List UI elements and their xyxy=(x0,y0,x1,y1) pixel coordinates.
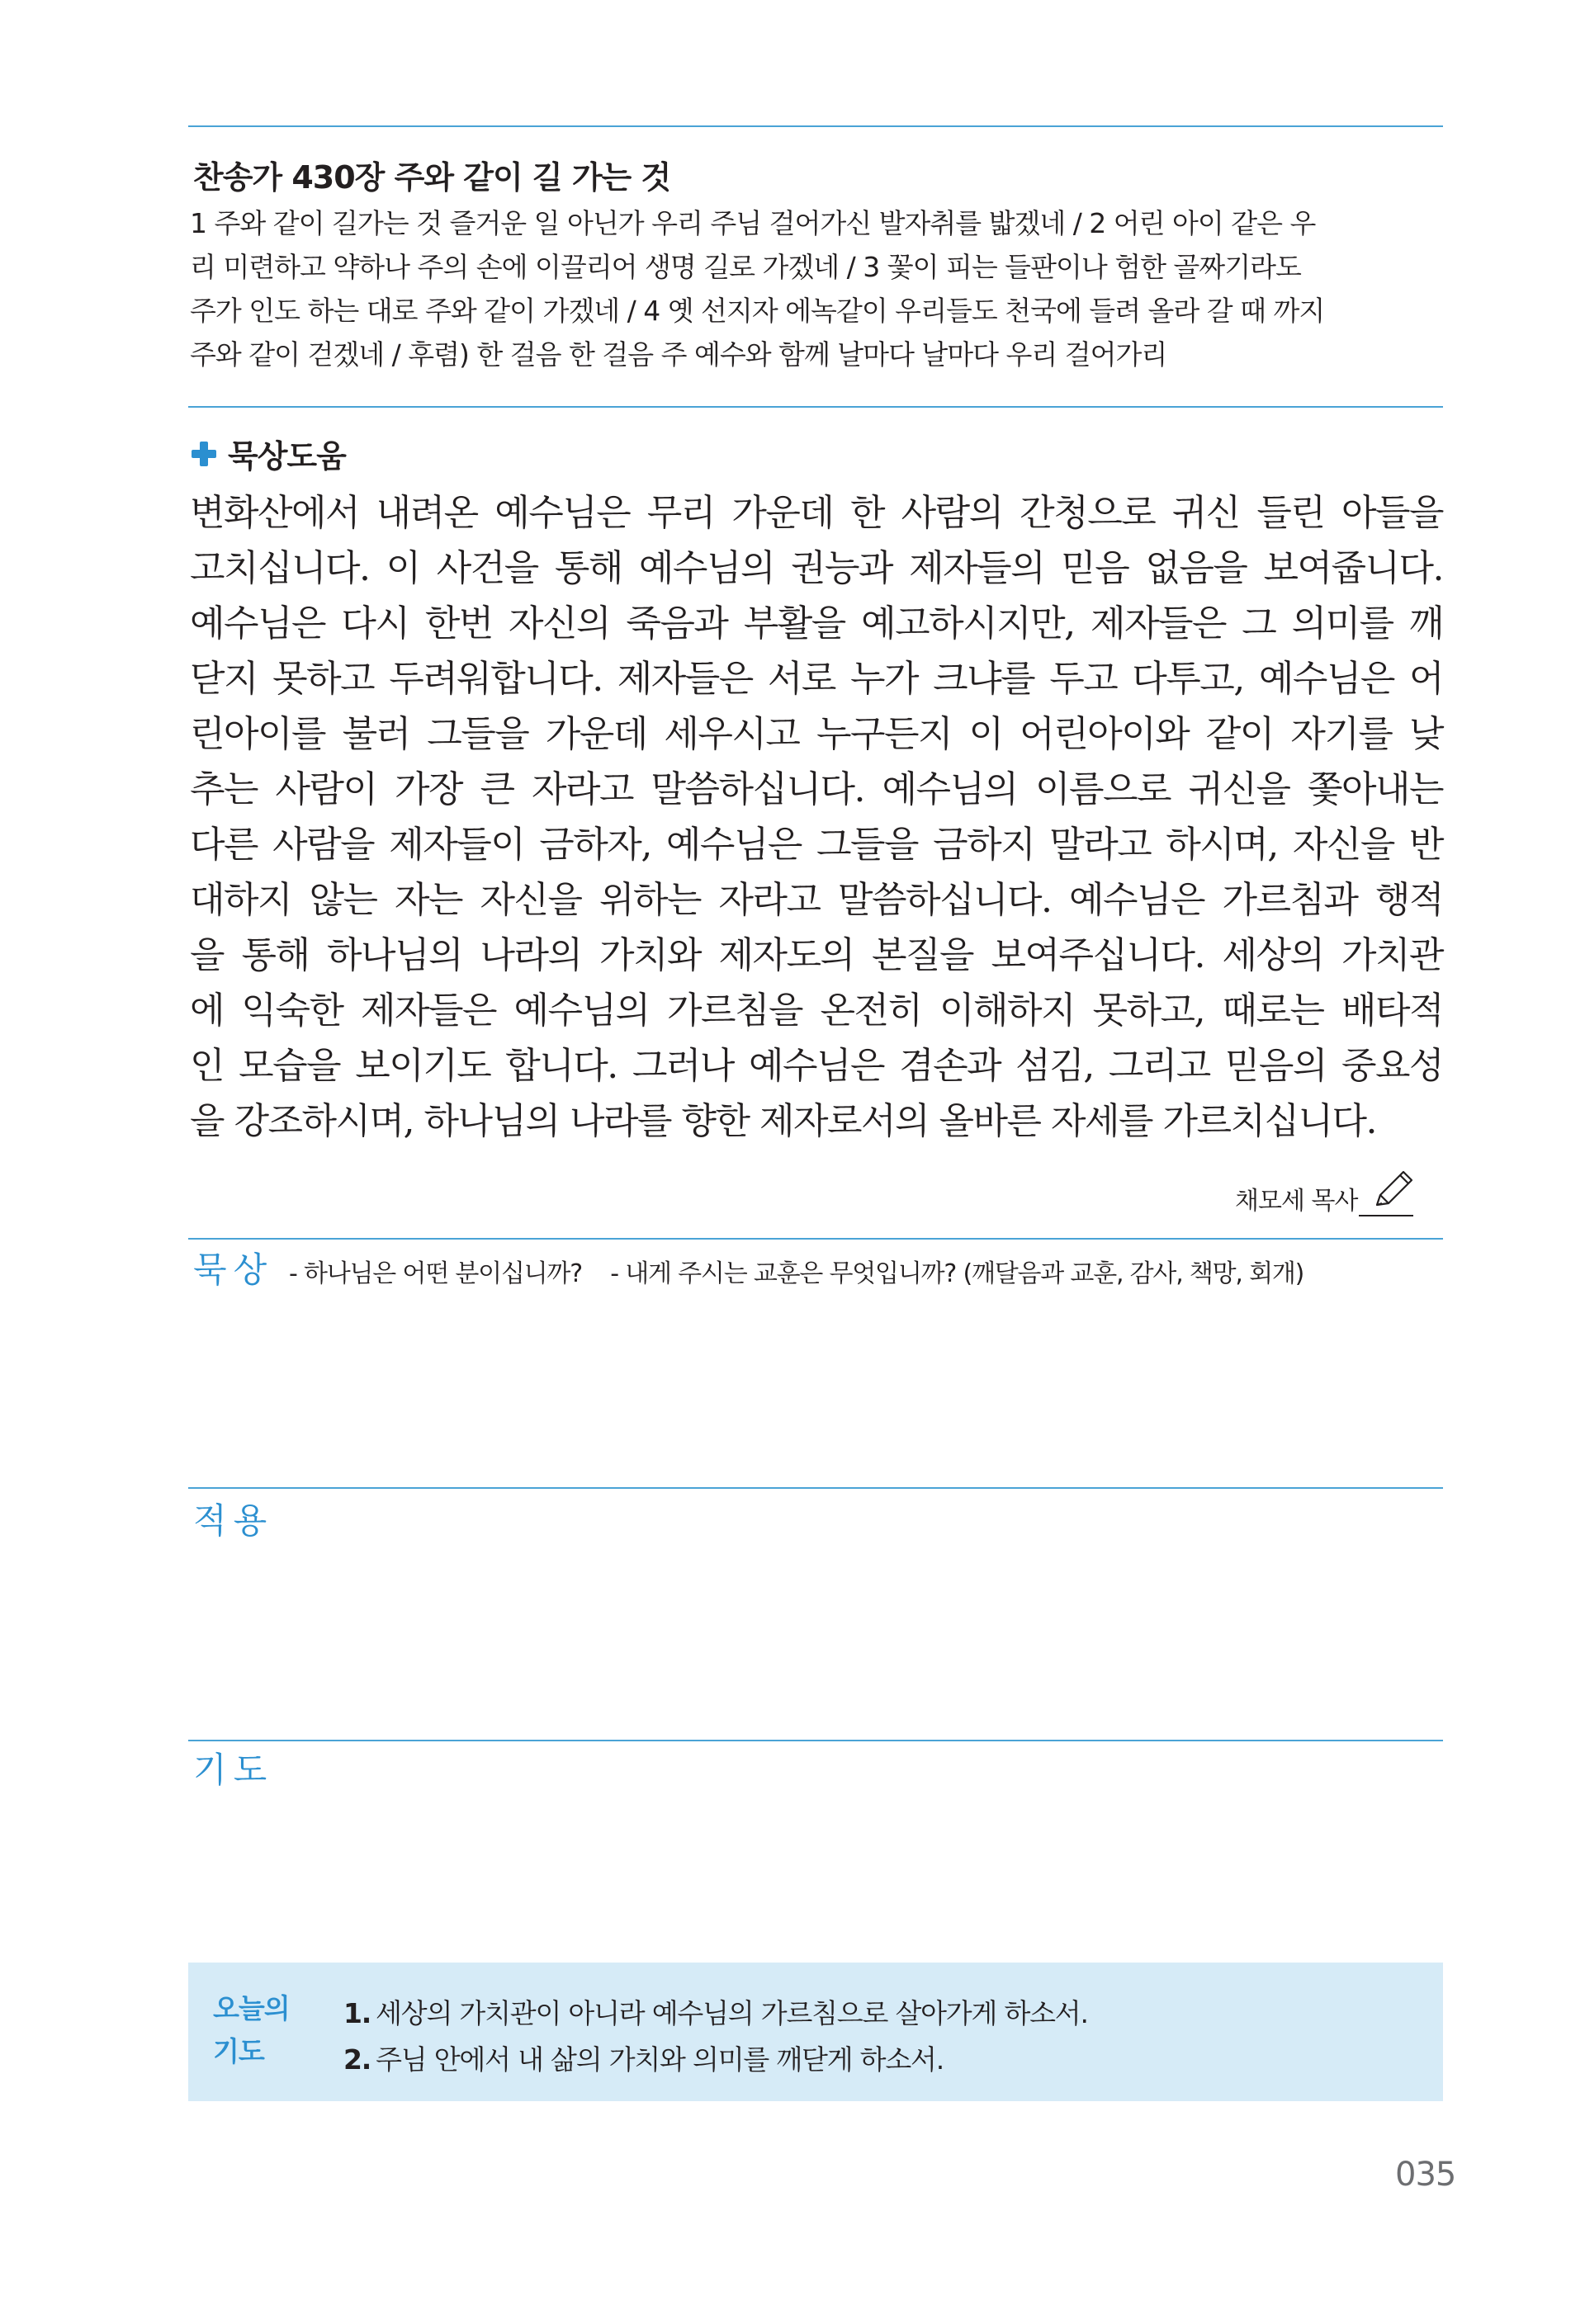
today-prayer-box xyxy=(188,1963,1443,2101)
prayer-item-number: 1. xyxy=(343,1997,371,2029)
today-prayer-items xyxy=(343,1991,1088,2083)
hymn-title: 찬송가 430장 주와 같이 길 가는 것 xyxy=(193,159,671,196)
today-prayer-label-line2: 기도 xyxy=(213,2035,264,2067)
pencil-icon xyxy=(1370,1169,1425,1210)
meditate-divider xyxy=(188,1238,1443,1240)
author-name: 채모세 목사 xyxy=(1235,1187,1358,1216)
meditate-questions xyxy=(289,1253,1325,1289)
meditation-line: 고치십니다. 이 사건을 통해 예수님의 권능과 제자들의 믿음 없음을 보여줍니다. xyxy=(190,547,1443,589)
meditate-label: 묵상 xyxy=(193,1249,274,1290)
apply-divider xyxy=(188,1487,1443,1489)
apply-label: 적용 xyxy=(193,1500,274,1541)
prayer-item-number: 2. xyxy=(343,2043,371,2076)
hymn-line: 리 미련하고 약하나 주의 손에 이끌리어 생명 길로 가겠네 / 3 꽃이 피는 들판이나 험한 골짜기라도 xyxy=(190,251,1301,283)
page-number: 035 xyxy=(1395,2156,1456,2194)
meditation-heading xyxy=(192,431,346,476)
meditation-line: 린아이를 불러 그들을 가운데 세우시고 누구든지 이 어린아이와 같이 자기를 낮 xyxy=(190,713,1443,755)
hymn-lyrics xyxy=(190,201,1441,376)
question-2: - 내게 주시는 교훈은 무엇입니까? (깨달음과 교훈, 감사, 책망, 회개) xyxy=(610,1259,1304,1288)
meditation-heading-text: 묵상도움 xyxy=(228,438,346,475)
prayer-item xyxy=(343,1991,1088,2037)
top-divider xyxy=(188,125,1443,127)
meditation-line: 대하지 않는 자는 자신을 위하는 자라고 말씀하십니다. 예수님은 가르침과 행적 xyxy=(190,879,1443,921)
meditation-line: 변화산에서 내려온 예수님은 무리 가운데 한 사람의 간청으로 귀신 들린 아들을 xyxy=(190,492,1443,534)
today-prayer-label-line1: 오늘의 xyxy=(213,1992,290,2024)
plus-icon xyxy=(192,442,216,466)
prayer-divider xyxy=(188,1740,1443,1741)
author-signature xyxy=(1235,1180,1413,1216)
meditation-line: 추는 사람이 가장 큰 자라고 말씀하십니다. 예수님의 이름으로 귀신을 쫓아내는 xyxy=(190,768,1443,810)
meditation-text xyxy=(190,485,1443,1149)
meditation-line: 예수님은 다시 한번 자신의 죽음과 부활을 예고하시지만, 제자들은 그 의미를 깨 xyxy=(190,602,1443,645)
hymn-line: 1 주와 같이 길가는 것 즐거운 일 아닌가 우리 주님 걸어가신 발자취를 밟겠네 / 2 어린 아이 같은 우 xyxy=(190,207,1316,239)
hymn-divider xyxy=(188,406,1443,408)
question-1: - 하나님은 어떤 분이십니까? xyxy=(289,1259,582,1288)
prayer-item-text: 세상의 가치관이 아니라 예수님의 가르침으로 살아가게 하소서. xyxy=(376,1997,1088,2029)
prayer-item-text: 주님 안에서 내 삶의 가치와 의미를 깨닫게 하소서. xyxy=(376,2043,944,2076)
meditation-line: 에 익숙한 제자들은 예수님의 가르침을 온전히 이해하지 못하고, 때로는 배타적 xyxy=(190,990,1443,1032)
meditation-line: 다른 사람을 제자들이 금하자, 예수님은 그들을 금하지 말라고 하시며, 자신을 반 xyxy=(190,824,1443,866)
prayer-item xyxy=(343,2037,1088,2083)
meditation-line: 인 모습을 보이기도 합니다. 그러나 예수님은 겸손과 섬김, 그리고 믿음의 중요성 xyxy=(190,1045,1443,1087)
hymn-line: 주와 같이 걷겠네 / 후렴) 한 걸음 한 걸음 주 예수와 함께 날마다 날마다 우리 걸어가리 xyxy=(190,338,1167,371)
meditation-line: 닫지 못하고 두려워합니다. 제자들은 서로 누가 크냐를 두고 다투고, 예수님은 어 xyxy=(190,658,1443,700)
meditation-line: 을 통해 하나님의 나라의 가치와 제자도의 본질을 보여주십니다. 세상의 가치관 xyxy=(190,934,1443,976)
signature-line xyxy=(1359,1190,1413,1216)
hymn-line: 주가 인도 하는 대로 주와 같이 가겠네 / 4 옛 선지자 에녹같이 우리들도 천국에 들려 올라 갈 때 까지 xyxy=(190,295,1325,327)
meditation-line: 을 강조하시며, 하나님의 나라를 향한 제자로서의 올바른 자세를 가르치십니다. xyxy=(190,1100,1376,1142)
prayer-label: 기도 xyxy=(193,1750,274,1790)
today-prayer-label xyxy=(213,1987,290,2073)
